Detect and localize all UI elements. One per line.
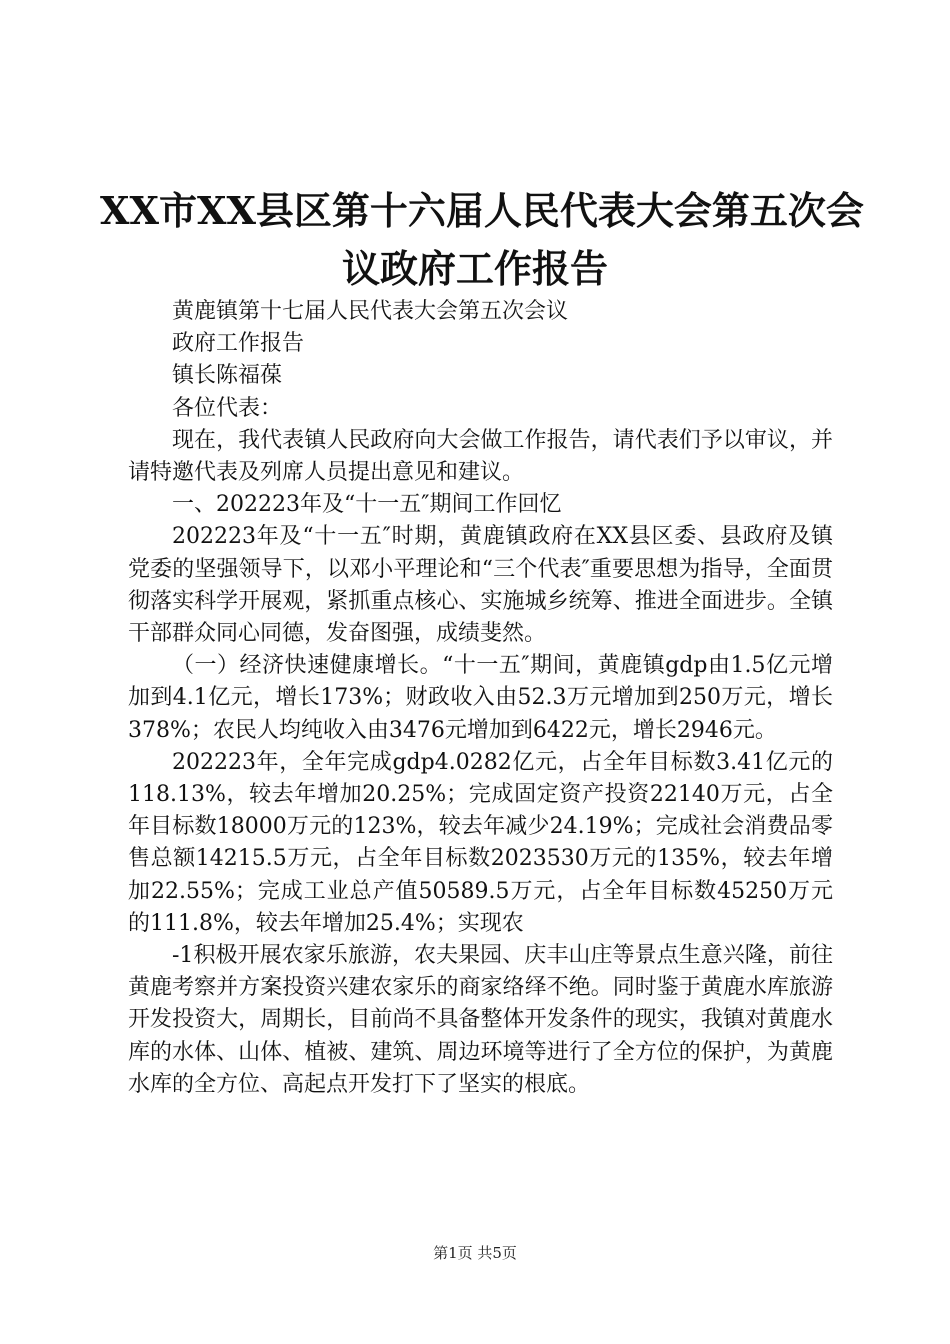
- document-body: [128, 296, 833, 1101]
- paragraph-meeting-name: 黄鹿镇第十七届人民代表大会第五次会议: [172, 299, 569, 324]
- paragraph-salutation: 各位代表：: [172, 395, 283, 421]
- paragraph-report-name: 政府工作报告: [172, 331, 305, 357]
- paragraph-economy: （一）经济快速健康增长。“十一五″期间，黄鹿镇gdp由1.5亿元增加到4.1亿元，增长173%；财政收入由52.3万元增加到250万元，增长378%；农民人均纯收入由3476元增加到6422元，增长2946元。: [128, 653, 833, 743]
- document-title-line-2: 议政府工作报告: [341, 246, 608, 291]
- page-indicator: 第1页 共5页: [433, 1244, 517, 1262]
- paragraph-annual-figures: 202223年，全年完成gdp4.0282亿元，占全年目标数3.41亿元的118.13%，较去年增加20.25%；完成固定资产投资22140万元，占全年目标数18000万元的123%，较去年减少24.19%；完成社会消费品零售总额14215.5万元，占全年目标数2023530万元的135%，较去年增加22.55%；完成工业总产值50589.5万元，占全年目标数45250万元的111.8%，较去年增加25.4%；实现农: [128, 749, 833, 936]
- section-heading-review: 一、202223年及“十一五″期间工作回忆: [172, 492, 562, 518]
- paragraph-speaker: 镇长陈福葆: [172, 363, 283, 389]
- paragraph-overview: 202223年及“十一五″时期，黄鹿镇政府在XX县区委、县政府及镇党委的坚强领导下，以邓小平理论和“三个代表″重要思想为指导，全面贯彻落实科学开展观，紧抓重点核心、实施城乡统筹、推进全面进步。全镇干部群众同心同德，发奋图强，成绩斐然。: [128, 524, 833, 647]
- paragraph-tourism: -1积极开展农家乐旅游，农夫果园、庆丰山庄等景点生意兴隆，前往黄鹿考察并方案投资兴建农家乐的商家络绎不绝。同时鉴于黄鹿水库旅游开发投资大，周期长，目前尚不具备整体开发条件的现实，我镇对黄鹿水库的水体、山体、植被、建筑、周边环境等进行了全方位的保护，为黄鹿水库的全方位、高起点开发打下了坚实的根底。: [128, 943, 833, 1097]
- document-title-line-1: XX市XX县区第十六届人民代表大会第五次会: [100, 188, 864, 233]
- paragraph-opening: 现在，我代表镇人民政府向大会做工作报告，请代表们予以审议，并请特邀代表及列席人员提出意见和建议。: [128, 427, 833, 486]
